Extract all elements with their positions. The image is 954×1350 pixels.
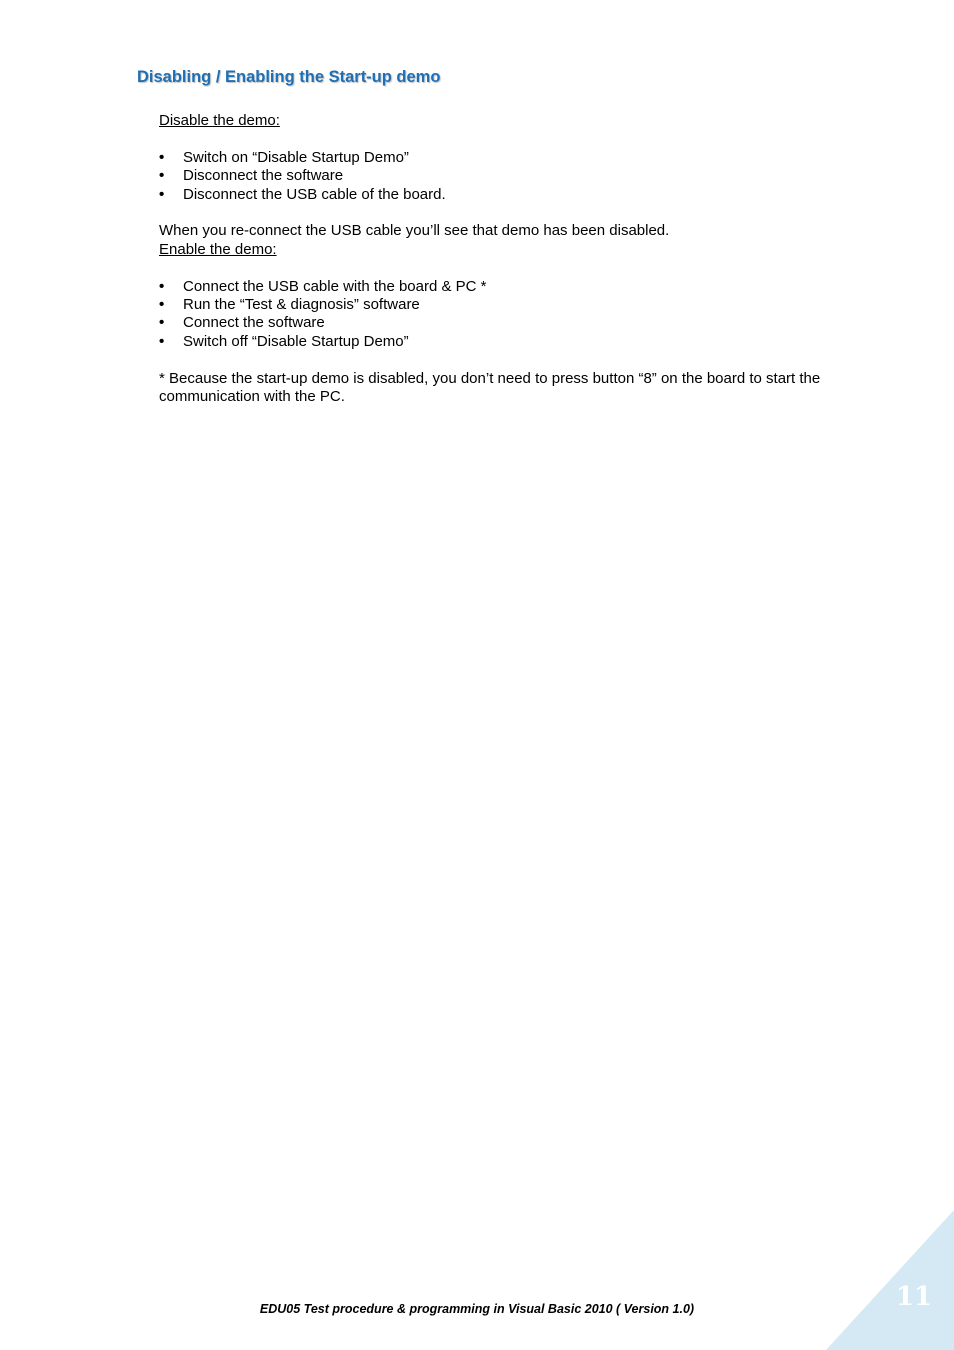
bullet-icon: • xyxy=(159,314,165,332)
list-item-text: Switch on “Disable Startup Demo” xyxy=(183,148,409,166)
corner-shape xyxy=(826,1210,954,1350)
list-item xyxy=(159,333,879,351)
list-item xyxy=(159,167,879,185)
list-item xyxy=(159,296,879,314)
list-item-text: Switch off “Disable Startup Demo” xyxy=(183,332,409,350)
bullet-icon: • xyxy=(159,296,165,314)
enable-subheading: Enable the demo: xyxy=(159,240,277,258)
spacer xyxy=(159,130,879,148)
bullet-icon: • xyxy=(159,185,165,203)
list-item-text: Connect the USB cable with the board & PC * xyxy=(183,277,487,295)
page-number: 11 xyxy=(895,1282,932,1312)
footnote: * Because the start-up demo is disabled, you don’t need to press button “8” on the board to start the communication with the PC. xyxy=(159,369,821,406)
list-item xyxy=(159,314,879,332)
spacer xyxy=(159,351,879,369)
list-item xyxy=(159,149,879,167)
page-footer: EDU05 Test procedure & programming in Visual Basic 2010 ( Version 1.0) xyxy=(259,1302,695,1316)
disable-steps-list xyxy=(159,149,879,204)
list-item-text: Run the “Test & diagnosis” software xyxy=(183,296,420,314)
enable-steps-list xyxy=(159,278,879,352)
bullet-icon: • xyxy=(159,148,165,166)
section-heading: Disabling / Enabling the Start-up demo xyxy=(137,68,441,86)
bullet-icon: • xyxy=(159,167,165,185)
list-item-text: Connect the software xyxy=(183,314,325,332)
page-corner-triangle xyxy=(826,1210,954,1350)
list-item-text: Disconnect the software xyxy=(183,167,344,185)
disable-subheading: Disable the demo: xyxy=(159,112,280,129)
section-body xyxy=(159,112,879,406)
list-item-text: Disconnect the USB cable of the board. xyxy=(183,185,446,203)
reconnect-note: When you re-connect the USB cable you’ll see that demo has been disabled. xyxy=(159,222,670,240)
list-item xyxy=(159,278,879,296)
spacer xyxy=(159,204,879,222)
list-item xyxy=(159,186,879,204)
bullet-icon: • xyxy=(159,332,165,350)
spacer xyxy=(159,259,879,277)
bullet-icon: • xyxy=(159,277,165,295)
